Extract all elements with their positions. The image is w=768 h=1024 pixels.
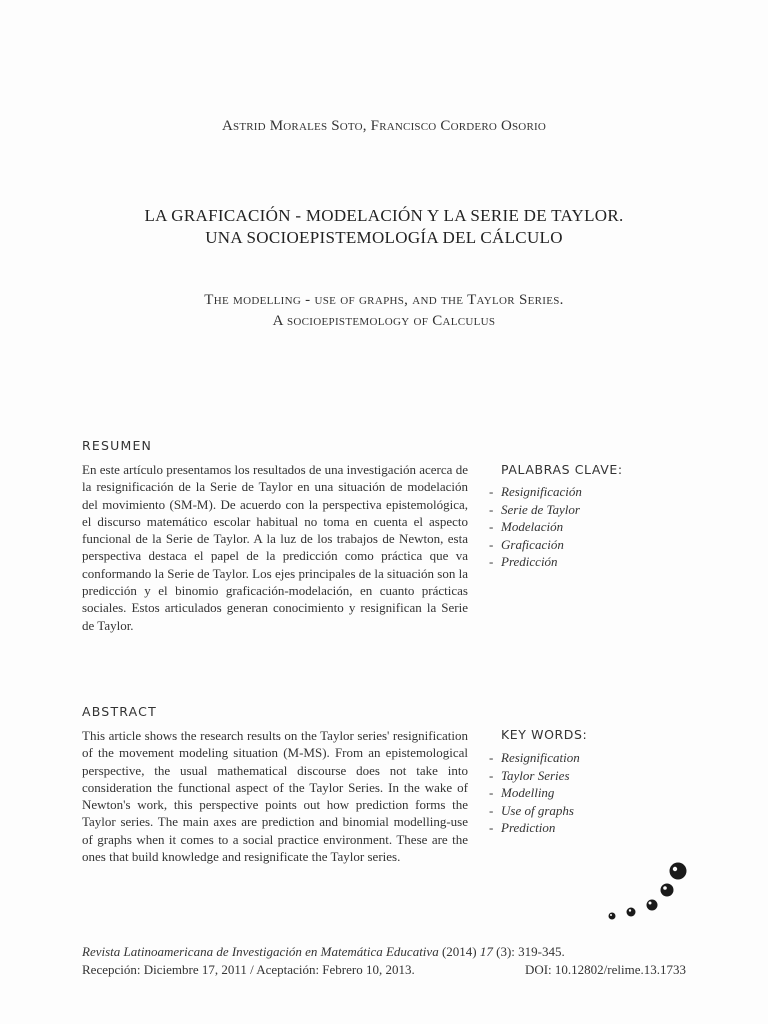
keyword-item: - Serie de Taylor <box>489 501 582 519</box>
decorative-dots-icon <box>600 855 700 925</box>
citation-line <box>82 943 686 961</box>
palabras-clave-heading: PALABRAS CLAVE: <box>501 462 623 477</box>
keyword-item: - Modelación <box>489 518 582 536</box>
journal-name: Revista Latinoamericana de Investigación en Matemática Educativa <box>82 944 439 959</box>
journal-year: (2014) <box>441 944 477 959</box>
resumen-heading: RESUMEN <box>82 438 153 453</box>
title-en-line1: The modelling - use of graphs, and the Taylor Series. <box>204 292 564 308</box>
authors: Astrid Morales Soto, Francisco Cordero Osorio <box>221 118 546 134</box>
palabras-clave-list <box>489 483 582 571</box>
dates-doi-line <box>82 961 686 979</box>
keyword-item: - Use of graphs <box>489 802 580 820</box>
citation-footer <box>82 943 686 978</box>
keyword-item: - Graficación <box>489 536 582 554</box>
journal-volume: 17 <box>479 944 493 959</box>
keyword-item: - Resignificación <box>489 483 582 501</box>
abstract-heading: ABSTRACT <box>82 704 157 719</box>
journal-issue-pages: (3): 319-345. <box>496 944 565 959</box>
doi-link[interactable]: DOI: 10.12802/relime.13.1733 <box>524 961 686 977</box>
key-words-heading: KEY WORDS: <box>501 727 588 742</box>
article-title-english <box>0 290 768 332</box>
title-es-line1: LA GRAFICACIÓN - MODELACIÓN Y LA SERIE DE TAYLOR. <box>144 206 624 225</box>
abstract-text: This article shows the research results on the Taylor series' resignification of the movement modeling situation (M-MS). From an epistemological perspective, the usual mathematical discourse does not take into consideration the functional aspect of the Taylor Series. In the wake of Newton's work, this perspective points out how prediction forms the Taylor series. The main axes are prediction and binomial modelling-use of graphs when it comes to a social practice environment. These are the ones that build knowledge and resignificate the Taylor series. <box>82 728 468 865</box>
title-es-line2: UNA SOCIOEPISTEMOLOGÍA DEL CÁLCULO <box>205 228 563 247</box>
keyword-item: - Predicción <box>489 553 582 571</box>
resumen-text: En este artículo presentamos los resultados de una investigación acerca de la resignificación de la Serie de Taylor en una situación de modelación del movimiento (SM-M). De acuerdo con la perspectiva epistemológica, el discurso matemático escolar habitual no toma en cuenta el aspecto funcional de la Serie de Taylor. A la luz de los trabajos de Newton, esta perspectiva destaca el papel de la predicción como práctica que va conformando la Serie de Taylor. Los ejes principales de la situación son la predicción y el binomio graficación-modelación, en cuanto prácticas sociales. Estos articulados generan conocimiento y resignifican la Serie de Taylor. <box>82 462 468 633</box>
article-title-spanish <box>0 205 768 249</box>
keyword-item: - Taylor Series <box>489 767 580 785</box>
keyword-item: - Prediction <box>489 819 580 837</box>
title-en-line2: A socioepistemology of Calculus <box>272 313 496 329</box>
key-words-list <box>489 749 580 837</box>
received-accepted-dates: Recepción: Diciembre 17, 2011 / Aceptación: Febrero 10, 2013. <box>82 961 415 977</box>
keyword-item: - Resignification <box>489 749 580 767</box>
keyword-item: - Modelling <box>489 784 580 802</box>
